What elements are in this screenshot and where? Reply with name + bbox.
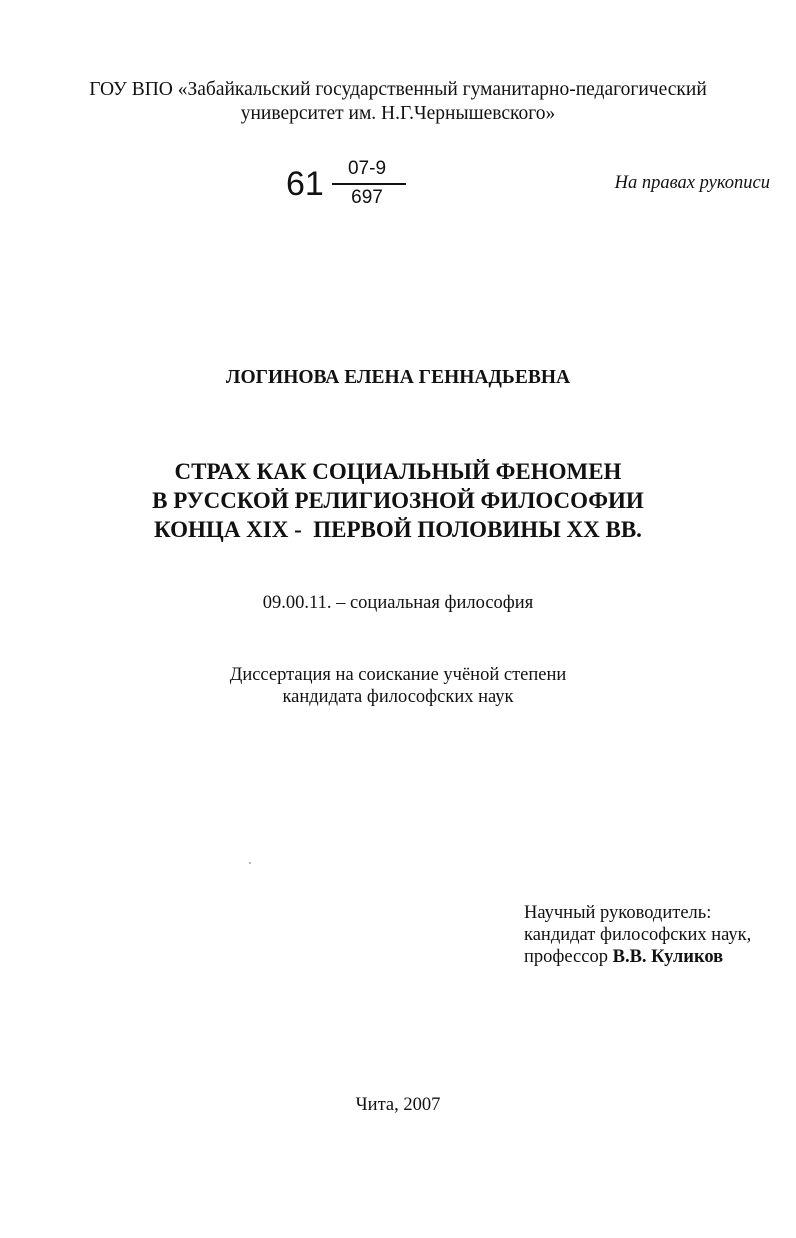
library-code-fraction-line: [332, 183, 406, 185]
degree-line-2: кандидата философских наук: [282, 687, 514, 707]
dissertation-title: [0, 457, 796, 544]
supervisor-block: [524, 902, 751, 968]
library-code-numerator: 07-9: [347, 158, 387, 179]
scan-speck: [249, 862, 251, 864]
author-name: ЛОГИНОВА ЕЛЕНА ГЕННАДЬЕВНА: [225, 367, 571, 388]
library-code: [286, 156, 416, 216]
supervisor-title: профессор: [524, 947, 608, 967]
supervisor-name: В.В. Куликов: [612, 947, 724, 967]
degree-statement: [0, 664, 796, 708]
institution-line-1: ГОУ ВПО «Забайкальский государственный гуманитарно-педагогический: [89, 79, 707, 100]
title-line-2: В РУССКОЙ РЕЛИГИОЗНОЙ ФИЛОСОФИИ: [152, 488, 644, 513]
specialty-code: 09.00.11. – социальная философия: [262, 593, 534, 613]
degree-line-1: Диссертация на соискание учёной степени: [229, 665, 567, 685]
supervisor-degree: кандидат философских наук,: [524, 925, 752, 945]
library-code-denominator: 697: [351, 187, 383, 208]
supervisor-label: Научный руководитель:: [524, 903, 712, 923]
institution-header: [0, 78, 796, 126]
title-line-3: КОНЦА XIX - ПЕРВОЙ ПОЛОВИНЫ XX ВВ.: [154, 517, 642, 542]
supervisor-title-line: [524, 946, 751, 968]
institution-line-2: университет им. Н.Г.Чернышевского»: [240, 103, 556, 124]
title-line-1: СТРАХ КАК СОЦИАЛЬНЫЙ ФЕНОМЕН: [174, 459, 622, 484]
library-code-main: 61: [286, 165, 324, 203]
city-year: Чита, 2007: [355, 1095, 441, 1115]
rights-note: На правах рукописи: [614, 173, 770, 193]
